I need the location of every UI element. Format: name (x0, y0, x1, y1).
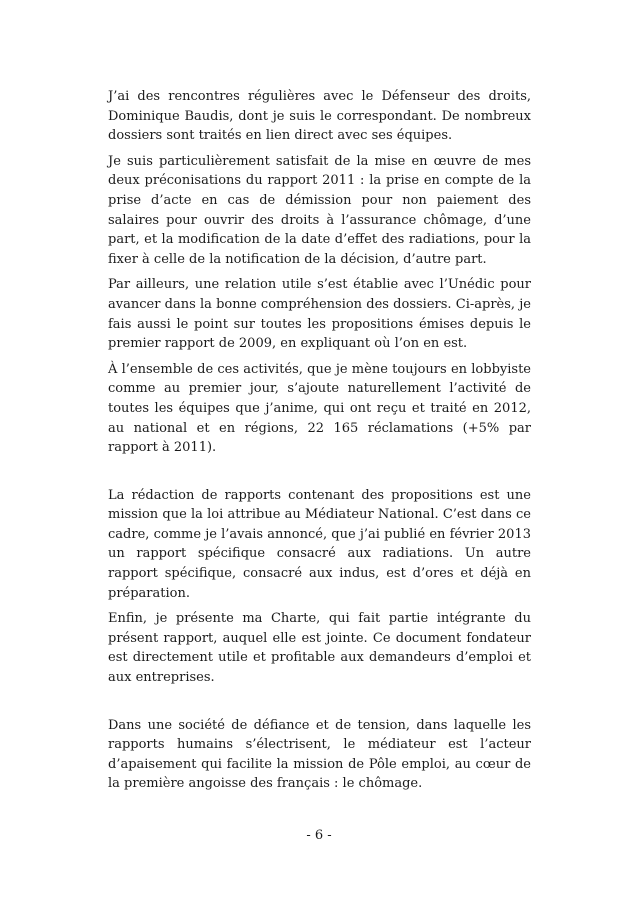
paragraph-charte: Enfin, je présente ma Charte, qui fait partie intégrante du présent rapport, auquel elle est jointe. Ce document fondateur est directement utile et profitable aux demandeurs d’emploi et aux entreprises. (108, 611, 531, 686)
paragraph-activites: À l’ensemble de ces activités, que je mène toujours en lobbyiste comme au premier jour, s’ajoute naturellement l’activité de toutes les équipes que j’anime, qui ont reçu et traité en 2012, au national et en régions, 22 165 réclamations (+5% par rapport à 2011). (108, 361, 531, 456)
page-number: - 6 - (306, 828, 332, 843)
document-body (108, 87, 531, 800)
paragraph-conclusion: Dans une société de défiance et de tension, dans laquelle les rapports humains s’électrisent, le médiateur est l’acteur d’apaisement qui facilite la mission de Pôle emploi, au cœur de la première angoisse des français : le chômage. (108, 717, 531, 792)
paragraph-unedic: Par ailleurs, une relation utile s’est établie avec l’Unédic pour avancer dans la bonne compréhension des dossiers. Ci-après, je fais aussi le point sur toutes les propositions émises depuis le premier rapport de 2009, en expliquant où l’on en est. (108, 277, 531, 352)
paragraph-defenseur: J’ai des rencontres régulières avec le Défenseur des droits, Dominique Baudis, dont je suis le correspondant. De nombreux dossiers sont traités en lien direct avec ses équipes. (108, 89, 531, 144)
paragraph-redaction: La rédaction de rapports contenant des propositions est une mission que la loi attribue au Médiateur National. C’est dans ce cadre, comme je l’avais annoncé, que j’ai publié en février 2013 un rapport spécifique consacré aux radiations. Un autre rapport spécifique, consacré aux indus, est d’ores et déjà en préparation. (108, 487, 531, 601)
paragraph-preconisations: Je suis particulièrement satisfait de la mise en œuvre de mes deux préconisations du rapport 2011 : la prise en compte de la prise d’acte en cas de démission pour non paiement des salaires pour ouvrir des droits à l’assurance chômage, d’une part, et la modification de la date d’effet des radiations, pour la fixer à celle de la notification de la décision, d’autre part. (108, 153, 531, 267)
